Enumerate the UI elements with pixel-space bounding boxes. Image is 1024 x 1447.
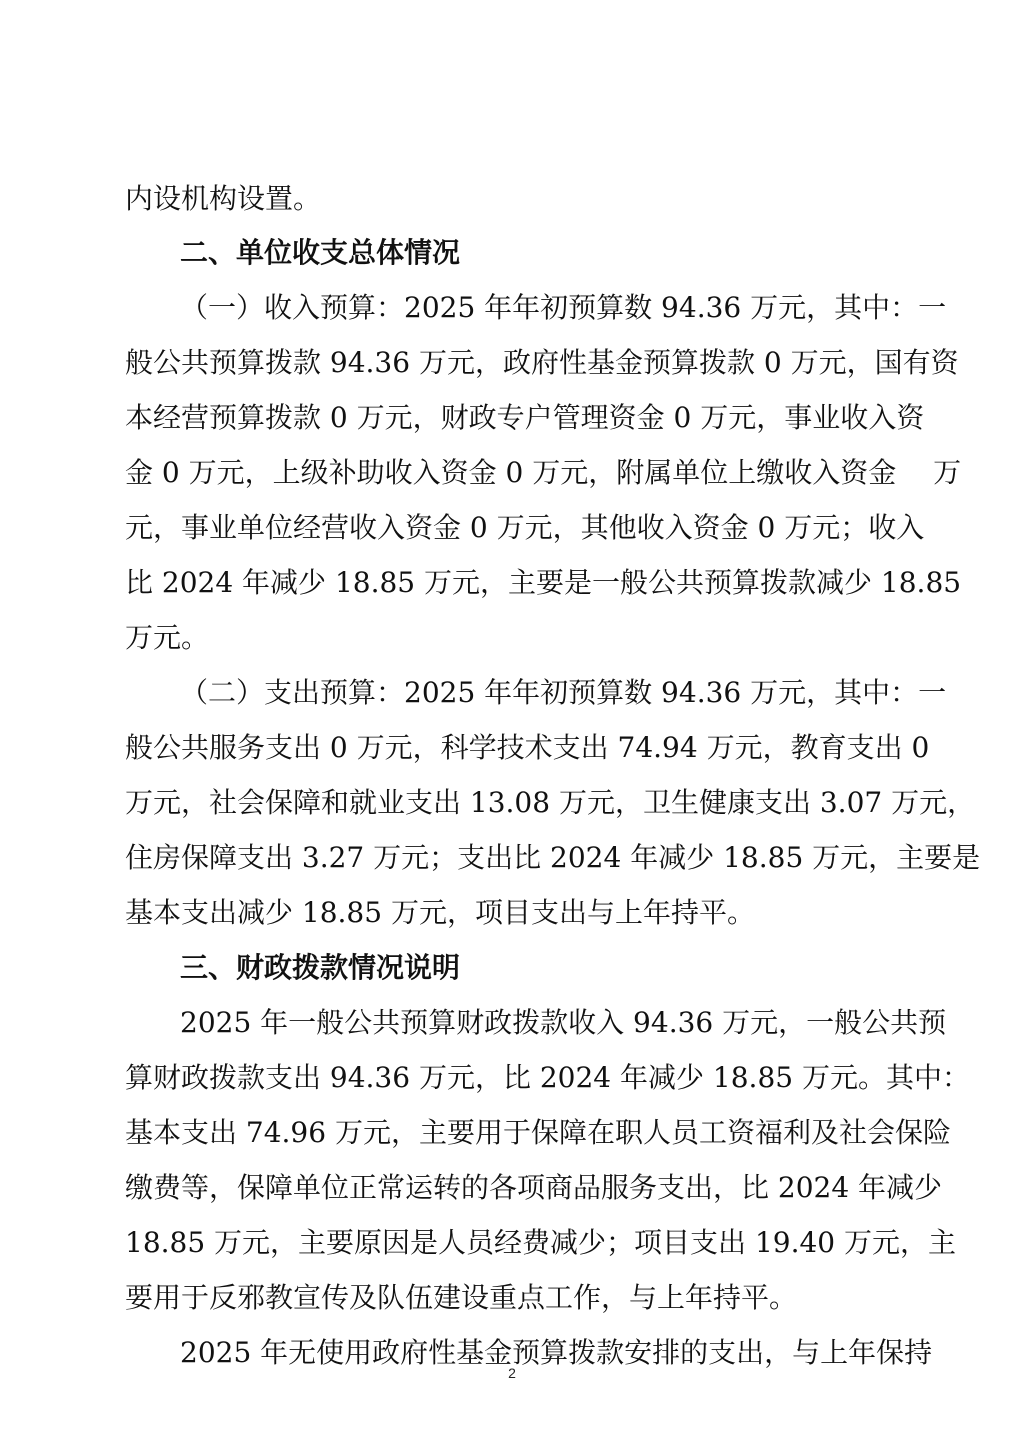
paragraph-line: 基本支出减少 18.85 万元，项目支出与上年持平。 (125, 896, 755, 929)
paragraph-line: 基本支出 74.96 万元，主要用于保障在职人员工资福利及社会保险 (125, 1116, 951, 1149)
paragraph-line: 元，事业单位经营收入资金 0 万元，其他收入资金 0 万元；收入 (125, 511, 925, 544)
paragraph-line: 缴费等，保障单位正常运转的各项商品服务支出，比 2024 年减少 (125, 1171, 943, 1204)
paragraph-line: 本经营预算拨款 0 万元，财政专户管理资金 0 万元，事业收入资 (125, 401, 925, 434)
paragraph-line: 2025 年一般公共预算财政拨款收入 94.36 万元，一般公共预 (180, 1006, 947, 1039)
paragraph-line: 般公共预算拨款 94.36 万元，政府性基金预算拨款 0 万元，国有资 (125, 346, 959, 379)
paragraph-line: 万元，社会保障和就业支出 13.08 万元，卫生健康支出 3.07 万元， (125, 786, 976, 819)
paragraph-line: 比 2024 年减少 18.85 万元，主要是一般公共预算拨款减少 18.85 (125, 566, 962, 599)
paragraph-line: 2025 年无使用政府性基金预算拨款安排的支出，与上年保持 (180, 1336, 933, 1369)
paragraph-line: 18.85 万元，主要原因是人员经费减少；项目支出 19.40 万元，主 (125, 1226, 957, 1259)
paragraph-line: 金 0 万元，上级补助收入资金 0 万元，附属单位上缴收入资金 万 (125, 456, 962, 489)
paragraph-line: 算财政拨款支出 94.36 万元，比 2024 年减少 18.85 万元。其中： (125, 1061, 970, 1094)
paragraph-line: 住房保障支出 3.27 万元；支出比 2024 年减少 18.85 万元，主要是 (125, 841, 981, 874)
intro-tail-line: 内设机构设置。 (125, 182, 322, 215)
paragraph-line: （二）支出预算：2025 年年初预算数 94.36 万元，其中：一 (180, 676, 947, 709)
section-2-heading: 二、单位收支总体情况 (180, 236, 461, 269)
paragraph-line: 万元。 (125, 621, 210, 654)
section-3-heading: 三、财政拨款情况说明 (180, 951, 461, 984)
page-number: 2 (508, 1365, 516, 1381)
paragraph-line: 般公共服务支出 0 万元，科学技术支出 74.94 万元，教育支出 0 (125, 731, 930, 764)
paragraph-line: （一）收入预算：2025 年年初预算数 94.36 万元，其中：一 (180, 291, 947, 324)
paragraph-line: 要用于反邪教宣传及队伍建设重点工作，与上年持平。 (125, 1281, 798, 1314)
